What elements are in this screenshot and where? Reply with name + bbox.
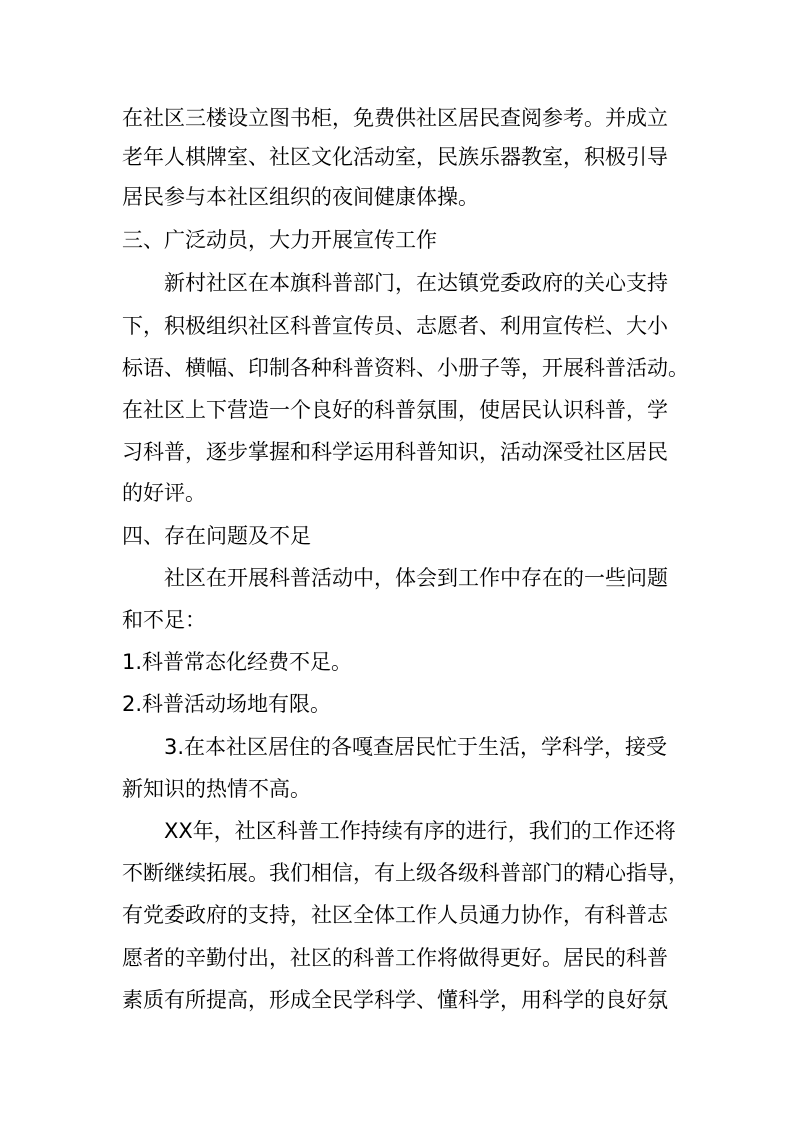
body-text-line: 的好评。 — [122, 481, 206, 505]
section-heading: 四、存在问题及不足 — [122, 524, 311, 548]
body-text-line: 有党委政府的支持，社区全体工作人员通力协作，有科普志 — [122, 903, 668, 927]
body-text-line: 居民参与本社区组织的夜间健康体操。 — [122, 185, 479, 209]
body-text-line: 和不足： — [122, 608, 206, 632]
body-text-line: 新村社区在本旗科普部门，在达镇党委政府的关心支持 — [164, 271, 668, 295]
body-text-line: 老年人棋牌室、社区文化活动室，民族乐器教室，积极引导 — [122, 145, 668, 169]
body-text-line: XX年，社区科普工作持续有序的进行，我们的工作还将 — [164, 819, 676, 843]
body-text-line: 标语、横幅、印制各种科普资料、小册子等，开展科普活动。 — [122, 356, 689, 380]
body-text-line: 社区在开展科普活动中，体会到工作中存在的一些问题 — [164, 566, 668, 590]
section-heading: 三、广泛动员，大力开展宣传工作 — [122, 228, 437, 252]
body-text-line: 习科普，逐步掌握和科学运用科普知识，活动深受社区居民 — [122, 440, 668, 464]
list-item: 3.在本社区居住的各嘎查居民忙于生活，学科学，接受 — [164, 735, 668, 759]
body-text-line: 愿者的辛勤付出，社区的科普工作将做得更好。居民的科普 — [122, 946, 668, 970]
body-text-line: 下，积极组织社区科普宣传员、志愿者、利用宣传栏、大小 — [122, 314, 668, 338]
body-text-line: 新知识的热情不高。 — [122, 777, 311, 801]
body-text-line: 素质有所提高，形成全民学科学、懂科学，用科学的良好氛 — [122, 988, 668, 1012]
body-text-line: 在社区上下营造一个良好的科普氛围，使居民认识科普，学 — [122, 398, 668, 422]
body-text-line: 在社区三楼设立图书柜，免费供社区居民查阅参考。并成立 — [122, 106, 668, 130]
list-item: 1.科普常态化经费不足。 — [122, 650, 353, 674]
body-text-line: 不断继续拓展。我们相信，有上级各级科普部门的精心指导， — [122, 861, 689, 885]
list-item: 2.科普活动场地有限。 — [122, 692, 332, 716]
